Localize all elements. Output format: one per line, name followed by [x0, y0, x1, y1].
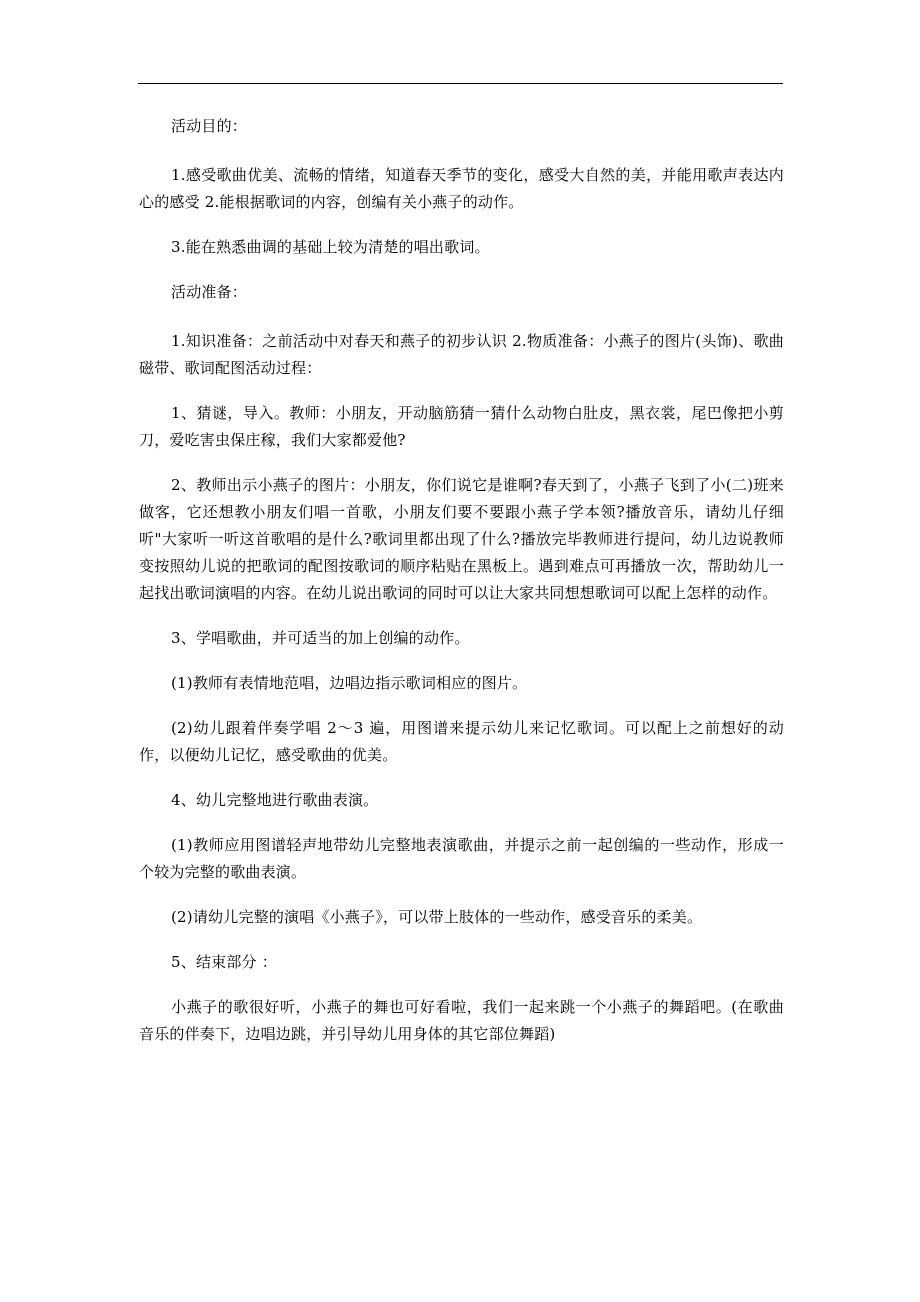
paragraph: (2)幼儿跟着伴奏学唱 2～3 遍，用图谱来提示幼儿来记忆歌词。可以配上之前想好的动作，以便幼儿记忆，感受歌曲的优美。 [139, 719, 784, 764]
paragraph: 4、幼儿完整地进行歌曲表演。 [171, 791, 379, 809]
paragraph: 3、学唱歌曲，并可适当的加上创编的动作。 [171, 629, 470, 647]
paragraph: 3.能在熟悉曲调的基础上较为清楚的唱出歌词。 [171, 238, 490, 256]
paragraph: 小燕子的歌很好听，小燕子的舞也可好看啦，我们一起来跳一个小燕子的舞蹈吧。(在歌曲音乐的伴奏下，边唱边跳，并引导幼儿用身体的其它部位舞蹈) [139, 998, 784, 1043]
paragraph: 5、结束部分 ： [171, 953, 277, 971]
paragraph: 1.感受歌曲优美、流畅的情绪，知道春天季节的变化，感受大自然的美，并能用歌声表达内心的感受 2.能根据歌词的内容，创编有关小燕子的动作。 [139, 166, 784, 211]
paragraph: (1)教师有表情地范唱，边唱边指示歌词相应的图片。 [171, 674, 528, 692]
paragraph: (2)请幼儿完整的演唱《小燕子》，可以带上肢体的一些动作，感受音乐的柔美。 [171, 908, 703, 926]
document-body [139, 113, 784, 1066]
paragraph: (1)教师应用图谱轻声地带幼儿完整地表演歌曲，并提示之前一起创编的一些动作，形成一个较为完整的歌曲表演。 [139, 836, 784, 881]
paragraph: 1、猜谜，导入。教师：小朋友，开动脑筋猜一猜什么动物白肚皮，黑衣裳，尾巴像把小剪刀，爱吃害虫保庄稼，我们大家都爱他? [139, 404, 784, 449]
section-heading-goals: 活动目的： [171, 117, 248, 135]
header-rule [138, 83, 783, 84]
paragraph: 2、教师出示小燕子的图片：小朋友，你们说它是谁啊?春天到了，小燕子飞到了小(二)班来做客，它还想教小朋友们唱一首歌，小朋友们要不要跟小燕子学本领?播放音乐，请幼儿仔细听"大家听一听这首歌唱的是什么?歌词里都出现了什么?播放完毕教师进行提问，幼儿边说教师变按照幼儿说的把歌词的配图按歌词的顺序粘贴在黑板上。遇到难点可再播放一次，帮助幼儿一起找出歌词演唱的内容。在幼儿说出歌词的同时可以让大家共同想想歌词可以配上怎样的动作。 [139, 476, 784, 602]
section-heading-preparation: 活动准备： [171, 283, 248, 301]
paragraph: 1.知识准备：之前活动中对春天和燕子的初步认识 2.物质准备：小燕子的图片(头饰)、歌曲磁带、歌词配图活动过程： [139, 332, 784, 377]
